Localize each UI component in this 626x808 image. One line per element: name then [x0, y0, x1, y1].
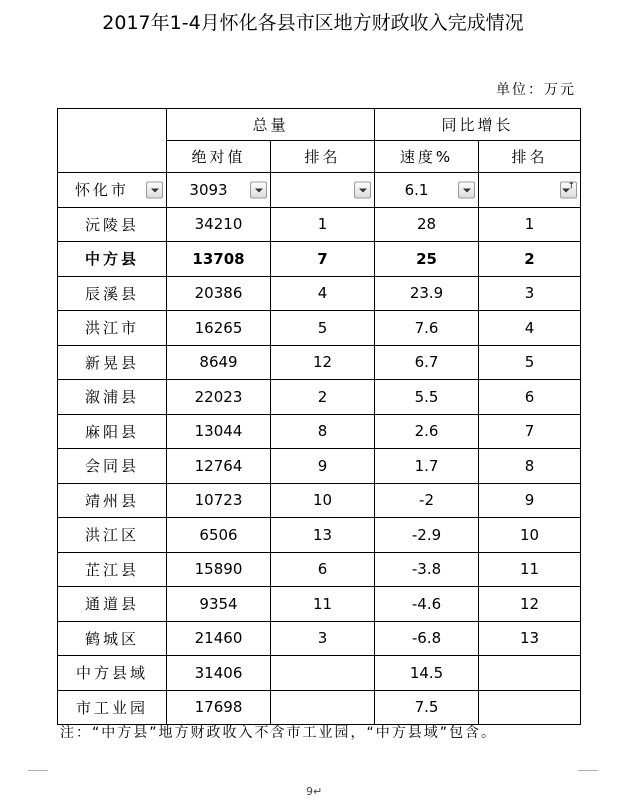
row-rank2: 4	[479, 311, 581, 346]
table-row	[58, 449, 581, 484]
row-speed: 7.6	[375, 311, 479, 346]
summary-speed: 6.1	[404, 180, 429, 199]
row-speed: -4.6	[375, 587, 479, 622]
row-name: 中方县	[58, 242, 167, 277]
row-speed: 6.7	[375, 345, 479, 380]
row-value: 31406	[167, 656, 271, 691]
summary-name: 怀化市	[74, 181, 129, 200]
document-title: 2017年1-4月怀化各县市区地方财政收入完成情况	[102, 12, 524, 34]
table-row-extra	[58, 690, 581, 725]
row-rank2: 11	[479, 552, 581, 587]
row-name: 新晃县	[58, 345, 167, 380]
row-rank: 3	[271, 621, 375, 656]
row-rank2-empty	[479, 690, 581, 725]
unit-label: 单位：万元	[496, 82, 576, 98]
table-row	[58, 518, 581, 553]
page-number: 9↵	[306, 785, 323, 798]
row-rank2: 6	[479, 380, 581, 415]
row-value: 17698	[167, 690, 271, 725]
row-value: 20386	[167, 276, 271, 311]
table-header-row-1	[58, 109, 581, 141]
row-rank2: 2	[479, 242, 581, 277]
row-value: 15890	[167, 552, 271, 587]
header-rank2: 排名	[479, 141, 581, 173]
row-speed: 14.5	[375, 656, 479, 691]
filter-dropdown-icon[interactable]	[250, 181, 267, 198]
row-rank2: 8	[479, 449, 581, 484]
row-value: 22023	[167, 380, 271, 415]
row-rank: 7	[271, 242, 375, 277]
row-name: 麻阳县	[58, 414, 167, 449]
revenue-table	[57, 108, 581, 725]
row-value: 13044	[167, 414, 271, 449]
header-abs-value: 绝对值	[167, 141, 271, 173]
table-row	[58, 276, 581, 311]
row-name: 市工业园	[58, 690, 167, 725]
row-rank2: 13	[479, 621, 581, 656]
row-speed: 25	[375, 242, 479, 277]
row-speed: 1.7	[375, 449, 479, 484]
table-row	[58, 207, 581, 242]
row-rank-empty	[271, 690, 375, 725]
filter-dropdown-icon[interactable]	[146, 181, 163, 198]
row-value: 9354	[167, 587, 271, 622]
row-name: 芷江县	[58, 552, 167, 587]
row-name: 洪江区	[58, 518, 167, 553]
filter-dropdown-icon[interactable]	[458, 181, 475, 198]
row-rank2: 3	[479, 276, 581, 311]
row-value: 34210	[167, 207, 271, 242]
table-row-highlight	[58, 242, 581, 277]
row-speed: -3.8	[375, 552, 479, 587]
row-rank: 9	[271, 449, 375, 484]
data-rows	[58, 207, 581, 725]
summary-rank2-cell	[479, 173, 581, 208]
table-row	[58, 483, 581, 518]
table-row	[58, 414, 581, 449]
footnote: 注：“中方县”地方财政收入不含市工业园，“中方县域”包含。	[60, 725, 498, 741]
row-rank2: 12	[479, 587, 581, 622]
summary-value: 3093	[189, 180, 228, 199]
row-speed: 7.5	[375, 690, 479, 725]
table-row	[58, 621, 581, 656]
row-rank: 2	[271, 380, 375, 415]
row-speed: 23.9	[375, 276, 479, 311]
summary-rank-cell	[271, 173, 375, 208]
row-value: 16265	[167, 311, 271, 346]
row-name: 鹤城区	[58, 621, 167, 656]
row-rank-empty	[271, 656, 375, 691]
row-name: 沅陵县	[58, 207, 167, 242]
header-speed: 速度%	[375, 141, 479, 173]
page-corner-mark-right	[578, 770, 598, 789]
row-name: 靖州县	[58, 483, 167, 518]
row-rank2: 5	[479, 345, 581, 380]
row-speed: -2.9	[375, 518, 479, 553]
row-speed: 5.5	[375, 380, 479, 415]
summary-speed-cell	[375, 173, 479, 208]
row-rank2: 9	[479, 483, 581, 518]
row-speed: 28	[375, 207, 479, 242]
row-rank2: 10	[479, 518, 581, 553]
header-growth: 同比增长	[375, 109, 581, 141]
header-rank: 排名	[271, 141, 375, 173]
row-rank2: 1	[479, 207, 581, 242]
table-row	[58, 552, 581, 587]
table-row-extra	[58, 656, 581, 691]
row-rank: 11	[271, 587, 375, 622]
row-value: 21460	[167, 621, 271, 656]
row-rank2-empty	[479, 656, 581, 691]
row-name: 洪江市	[58, 311, 167, 346]
row-value: 8649	[167, 345, 271, 380]
row-name: 溆浦县	[58, 380, 167, 415]
row-value: 13708	[167, 242, 271, 277]
summary-value-cell	[167, 173, 271, 208]
row-speed: 2.6	[375, 414, 479, 449]
header-blank-cell	[58, 109, 167, 173]
row-rank: 5	[271, 311, 375, 346]
table-row	[58, 311, 581, 346]
row-speed: -2	[375, 483, 479, 518]
table-row	[58, 380, 581, 415]
table-row	[58, 587, 581, 622]
page-corner-mark-left	[28, 770, 48, 789]
filter-dropdown-icon[interactable]	[354, 181, 371, 198]
row-value: 6506	[167, 518, 271, 553]
row-value: 12764	[167, 449, 271, 484]
row-name: 辰溪县	[58, 276, 167, 311]
row-rank: 4	[271, 276, 375, 311]
row-rank: 8	[271, 414, 375, 449]
row-name: 通道县	[58, 587, 167, 622]
row-rank: 6	[271, 552, 375, 587]
row-rank: 1	[271, 207, 375, 242]
row-name: 中方县域	[58, 656, 167, 691]
table-row	[58, 345, 581, 380]
row-rank: 13	[271, 518, 375, 553]
summary-row	[58, 173, 581, 208]
header-total: 总量	[167, 109, 375, 141]
row-name: 会同县	[58, 449, 167, 484]
row-speed: -6.8	[375, 621, 479, 656]
sort-filter-icon[interactable]	[560, 181, 577, 198]
row-rank: 12	[271, 345, 375, 380]
row-rank2: 7	[479, 414, 581, 449]
row-rank: 10	[271, 483, 375, 518]
row-value: 10723	[167, 483, 271, 518]
summary-name-cell	[58, 173, 167, 208]
